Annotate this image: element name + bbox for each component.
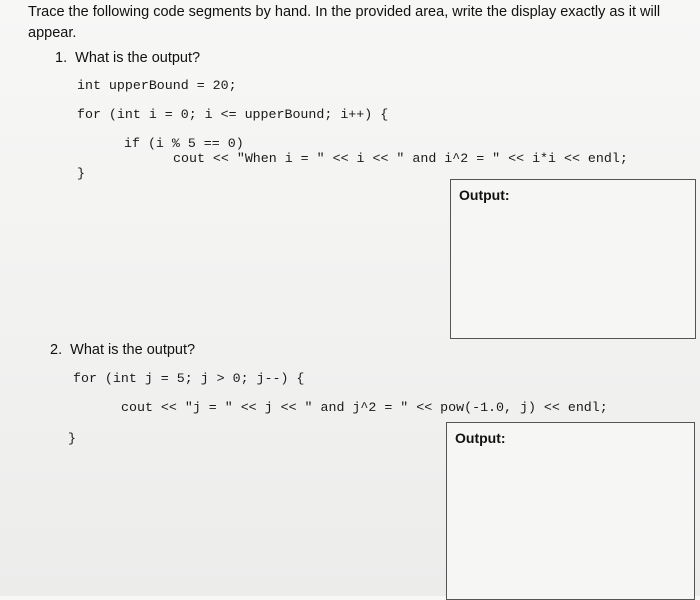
q1-code-line-3: if (i % 5 == 0): [124, 136, 244, 151]
q1-output-label: Output:: [459, 187, 510, 203]
instructions-text: Trace the following code segments by hand. In the provided area, write the display exactly as it will appear.: [28, 4, 661, 41]
q2-output-label: Output:: [455, 430, 506, 446]
q2-code-line-1: for (int j = 5; j > 0; j--) {: [73, 371, 305, 386]
q1-code-line-5: }: [77, 166, 85, 181]
q1-code-line-1: int upperBound = 20;: [77, 78, 237, 93]
q1-code-line-4: cout << "When i = " << i << " and i^2 = " << i*i << endl;: [173, 151, 628, 166]
q2-code-line-2: cout << "j = " << j << " and j^2 = " << pow(-1.0, j) << endl;: [121, 400, 608, 415]
q1-output-box[interactable]: [450, 179, 696, 339]
question-1-label: 1. What is the output?: [55, 50, 201, 66]
question-2-label: 2. What is the output?: [50, 342, 196, 358]
q2-output-box[interactable]: [446, 422, 695, 600]
q1-code-line-2: for (int i = 0; i <= upperBound; i++) {: [77, 107, 389, 122]
q2-code-line-3: }: [68, 431, 76, 446]
